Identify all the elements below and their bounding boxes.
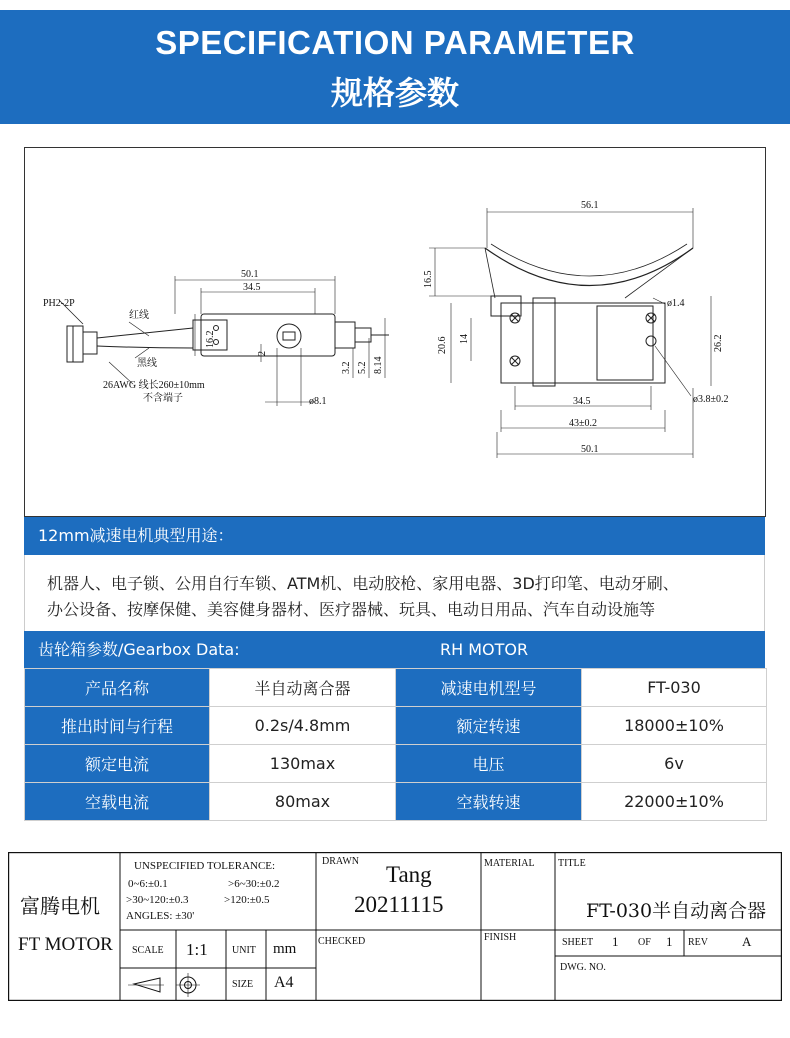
- dim-50-1-front: 50.1: [581, 444, 599, 455]
- gearbox-brand: RH MOTOR: [440, 640, 529, 659]
- applications-heading: 12mm减速电机典型用途：: [38, 526, 234, 545]
- table-row: [25, 783, 767, 821]
- page-title-cn: 规格参数: [330, 74, 459, 112]
- dim-2: 2: [257, 351, 268, 356]
- param-key: 减速电机型号: [396, 669, 582, 707]
- dim-8-14: 8.14: [373, 356, 384, 374]
- param-value: 18000±10%: [582, 707, 767, 745]
- drawing-title: FT-030半自动离合器: [586, 900, 767, 922]
- dim-20-6: 20.6: [437, 336, 448, 354]
- company-name-cn: 富腾电机: [20, 894, 100, 918]
- dim-56-1: 56.1: [581, 200, 599, 211]
- drawn-by: Tang: [386, 862, 432, 887]
- page-title-en: SPECIFICATION PARAMETER: [155, 24, 635, 61]
- scale-label: SCALE: [132, 945, 164, 956]
- gearbox-heading-bar: [24, 631, 765, 669]
- red-wire-label: 红线: [129, 310, 149, 321]
- dim-3-2: 3.2: [341, 361, 352, 374]
- tolerance-4: >120:±0.5: [224, 894, 270, 906]
- motor-front-body: [501, 303, 665, 383]
- applications-list: [24, 555, 765, 631]
- technical-drawing: [24, 147, 766, 517]
- param-key: 空载电流: [25, 783, 210, 821]
- param-key: 额定转速: [396, 707, 582, 745]
- dim-16-2: 16.2: [205, 330, 216, 348]
- rev-value: A: [742, 934, 752, 949]
- drawn-date: 20211115: [354, 892, 444, 917]
- dim-phi-8-1: ø8.1: [309, 396, 327, 407]
- table-row: [25, 669, 767, 707]
- tolerance-title: UNSPECIFIED TOLERANCE:: [134, 860, 276, 872]
- wire-note: 26AWG 线长260±10mm: [103, 380, 205, 391]
- connector-label: PH2-2P: [43, 298, 75, 309]
- dim-26-2: 26.2: [713, 334, 724, 352]
- applications-line-2: 办公设备、按摩保健、美容健身器材、医疗器械、玩具、电动日用品、汽车自动设施等: [47, 600, 656, 619]
- param-key: 产品名称: [25, 669, 210, 707]
- tolerance-3: >30~120:±0.3: [126, 894, 189, 906]
- of-label: OF: [638, 937, 651, 948]
- tolerance-2: >6~30:±0.2: [228, 878, 280, 890]
- angles-tolerance: ANGLES: ±30': [126, 910, 195, 922]
- dim-5-2: 5.2: [357, 361, 368, 374]
- sheet-number: 1: [612, 934, 619, 949]
- dim-34-5-front: 34.5: [573, 396, 591, 407]
- title-block: [8, 852, 782, 1001]
- table-row: [25, 745, 767, 783]
- gearbox-table: [24, 668, 767, 821]
- material-label: MATERIAL: [484, 858, 535, 869]
- rev-label: REV: [688, 937, 708, 948]
- size-label: SIZE: [232, 979, 254, 990]
- param-value: FT-030: [582, 669, 767, 707]
- projection-symbol-icon: [128, 973, 200, 997]
- title-label: TITLE: [558, 858, 586, 869]
- dim-phi-3-8: ø3.8±0.2: [693, 394, 729, 405]
- unit-value: mm: [273, 941, 297, 957]
- param-value: 130max: [210, 745, 396, 783]
- scale-value: 1:1: [186, 940, 208, 959]
- connector-shape: [67, 326, 83, 362]
- dim-14: 14: [459, 334, 470, 344]
- dim-50-1-side: 50.1: [241, 269, 259, 280]
- param-value: 半自动离合器: [210, 669, 396, 707]
- company-name-en: FT MOTOR: [18, 934, 113, 955]
- dwg-no-label: DWG. NO.: [560, 962, 606, 973]
- param-value: 22000±10%: [582, 783, 767, 821]
- dim-16-5: 16.5: [423, 270, 434, 288]
- table-row: [25, 707, 767, 745]
- param-value: 6v: [582, 745, 767, 783]
- param-value: 80max: [210, 783, 396, 821]
- sheet-label: SHEET: [562, 937, 594, 948]
- tolerance-1: 0~6:±0.1: [128, 878, 168, 890]
- applications-heading-bar: [24, 517, 765, 555]
- param-value: 0.2s/4.8mm: [210, 707, 396, 745]
- unit-label: UNIT: [232, 945, 256, 956]
- applications-line-1: 机器人、电子锁、公用自行车锁、ATM机、电动胶枪、家用电器、3D打印笔、电动牙刷、: [47, 574, 679, 593]
- drawn-label: DRAWN: [322, 856, 359, 867]
- checked-label: CHECKED: [318, 936, 366, 947]
- param-key: 推出时间与行程: [25, 707, 210, 745]
- dim-phi-1-4: ø1.4: [667, 298, 685, 309]
- sheet-total: 1: [666, 934, 673, 949]
- dim-34-5-side: 34.5: [243, 282, 261, 293]
- param-key: 空载转速: [396, 783, 582, 821]
- black-wire-label: 黑线: [137, 358, 157, 369]
- gearbox-heading: 齿轮箱参数/Gearbox Data:: [38, 640, 240, 659]
- param-key: 额定电流: [25, 745, 210, 783]
- no-terminal-note: 不含端子: [143, 393, 183, 404]
- finish-label: FINISH: [484, 932, 517, 943]
- size-value: A4: [274, 974, 294, 991]
- dim-43: 43±0.2: [569, 418, 597, 429]
- header-banner: [0, 10, 790, 124]
- param-key: 电压: [396, 745, 582, 783]
